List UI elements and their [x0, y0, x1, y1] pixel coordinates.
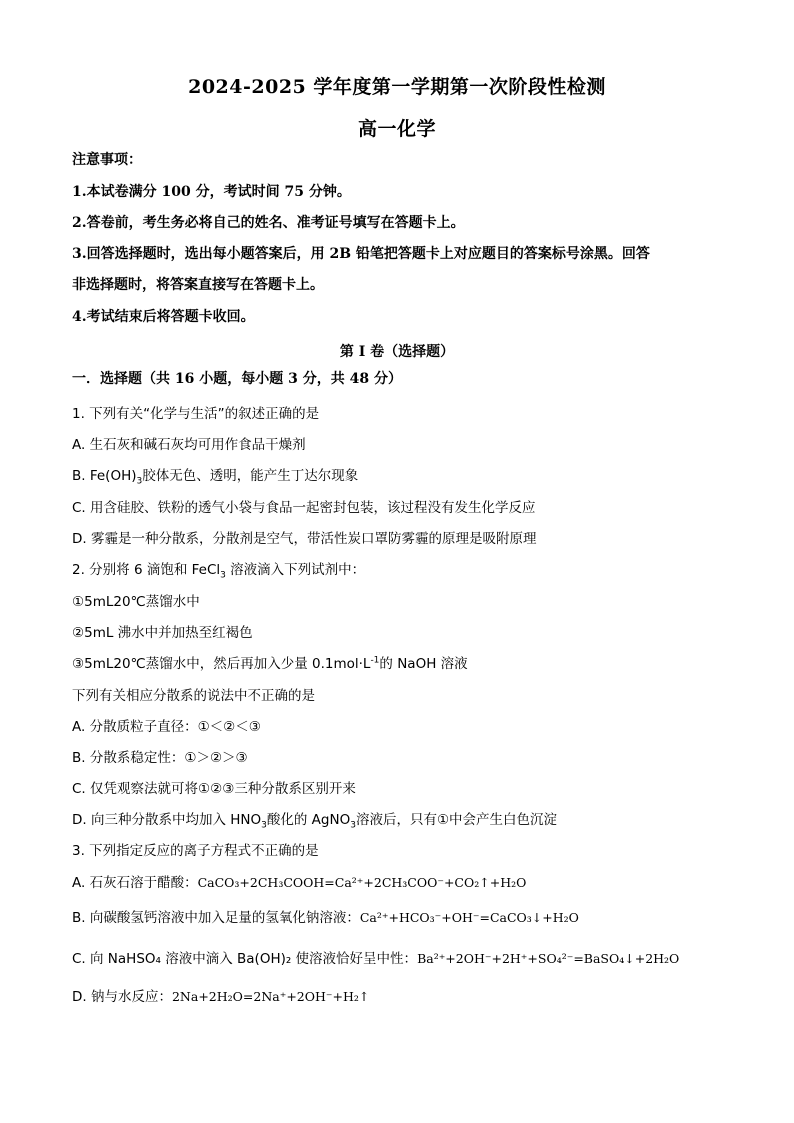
q2-ask: 下列有关相应分散系的说法中不正确的是: [72, 688, 315, 704]
q3-option-c: [72, 947, 679, 967]
note-3b: 非选择题时，将答案直接写在答题卡上。: [72, 277, 324, 293]
q2-option-a: A. 分散质粒子直径：①＜②＜③: [72, 719, 261, 735]
q2-stem-pre: 2. 分别将 6 滴饱和 FeCl: [72, 562, 221, 578]
q2-d-post: 溶液后，只有①中会产生白色沉淀: [355, 812, 558, 828]
q1-b-post: 胶体无色、透明，能产生丁达尔现象: [142, 468, 359, 484]
q3-c-label: C. 向 NaHSO₄ 溶液中滴入 Ba(OH)₂ 使溶液恰好呈中性：: [72, 951, 418, 967]
note-3a: 3.回答选择题时，选出每小题答案后，用 2B 铅笔把答题卡上对应题目的答案标号涂黑。回答: [72, 246, 650, 262]
note-2: 2.答卷前，考生务必将自己的姓名、准考证号填写在答题卡上。: [72, 215, 465, 231]
note-1: 1.本试卷满分 100 分，考试时间 75 分钟。: [72, 184, 351, 200]
part-heading: 第 I 卷（选择题）: [339, 344, 455, 360]
q3-d-equation: 2Na+2H₂O=2Na⁺+2OH⁻+H₂↑: [171, 989, 370, 1004]
q2-d-sub2: 3: [350, 820, 356, 831]
q3-c-equation: Ba²⁺+2OH⁻+2H⁺+SO₄²⁻=BaSO₄↓+2H₂O: [417, 951, 680, 966]
q3-a-equation: CaCO₃+2CH₃COOH=Ca²⁺+2CH₃COO⁻+CO₂↑+H₂O: [197, 875, 527, 890]
notes-heading: 注意事项：: [72, 152, 142, 168]
q2-stem: [72, 558, 365, 581]
subject-title: 高一化学: [357, 118, 436, 140]
q1-stem: 1. 下列有关“化学与生活”的叙述正确的是: [72, 406, 320, 422]
q2-option-b: B. 分散系稳定性：①＞②＞③: [72, 750, 248, 766]
q3-d-label: D. 钠与水反应：: [72, 989, 172, 1005]
q1-option-a: A. 生石灰和碱石灰均可用作食品干燥剂: [72, 437, 306, 453]
q2-i3-sup: -1: [370, 655, 380, 666]
q2-i3-post: 的 NaOH 溶液: [379, 656, 468, 672]
q2-item-3: [72, 652, 468, 672]
q2-option-c: C. 仅凭观察法就可将①②③三种分散系区别开来: [72, 781, 356, 797]
q2-stem-sub: 3: [220, 570, 226, 581]
q2-item-1: ①5mL20℃蒸馏水中: [72, 594, 200, 610]
q3-stem: 3. 下列指定反应的离子方程式不正确的是: [72, 843, 319, 859]
q2-d-pre: D. 向三种分散系中均加入 HNO: [72, 812, 262, 828]
q1-option-d: D. 雾霾是一种分散系，分散剂是空气，带活性炭口罩防雾霾的原理是吸附原理: [72, 531, 537, 547]
q2-d-mid: 酸化的 AgNO: [266, 812, 351, 828]
q3-option-a: [72, 871, 526, 891]
q3-b-equation: Ca²⁺+HCO₃⁻+OH⁻=CaCO₃↓+H₂O: [359, 910, 579, 925]
q3-option-b: [72, 906, 579, 926]
q3-b-label: B. 向碳酸氢钙溶液中加入足量的氢氧化钠溶液：: [72, 910, 360, 926]
q3-option-d: [72, 985, 369, 1005]
note-4: 4.考试结束后将答题卡收回。: [72, 309, 255, 325]
q3-a-label: A. 石灰石溶于醋酸：: [72, 875, 198, 891]
q2-d-sub1: 3: [261, 820, 267, 831]
q2-i3-pre: ③5mL20℃蒸馏水中，然后再加入少量 0.1mol·L: [72, 656, 371, 672]
q2-option-d: [72, 808, 557, 831]
q1-option-b: [72, 464, 358, 487]
q1-b-pre: B. Fe(OH): [72, 468, 137, 484]
exam-title: 2024-2025 学年度第一学期第一次阶段性检测: [188, 76, 606, 98]
q2-item-2: ②5mL 沸水中并加热至红褐色: [72, 625, 253, 641]
q1-option-c: C. 用含硅胶、铁粉的透气小袋与食品一起密封包装，该过程没有发生化学反应: [72, 500, 536, 516]
q2-stem-post: 溶液滴入下列试剂中：: [225, 562, 366, 578]
q1-b-sub: 3: [136, 476, 143, 487]
section-heading: 一．选择题（共 16 小题，每小题 3 分，共 48 分）: [72, 371, 402, 387]
